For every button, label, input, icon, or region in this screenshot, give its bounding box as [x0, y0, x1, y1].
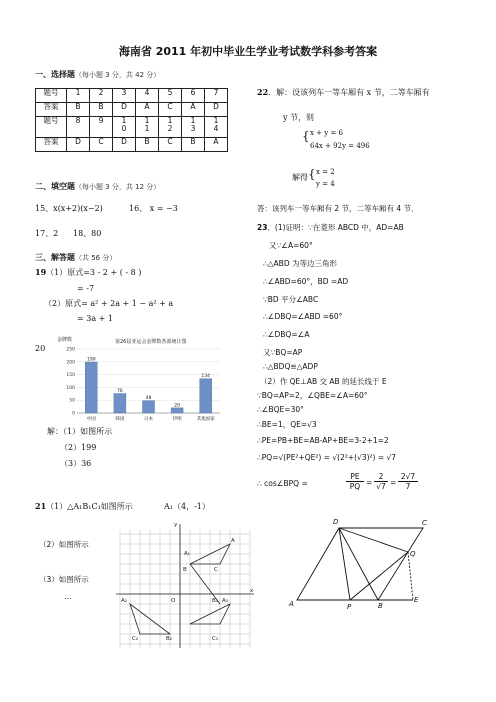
chart-category-label: 伊朗 [172, 417, 182, 422]
chart-category-label: 日本 [144, 417, 153, 422]
table-cell: 4 [136, 89, 159, 103]
chart-category-label: 其他国家 [196, 417, 215, 422]
chart-value-label: 76 [117, 389, 123, 395]
cell-top: 1 [167, 116, 173, 125]
table-cell: 题号 [36, 117, 67, 138]
table-cell: C [159, 103, 182, 117]
table-row [36, 138, 228, 152]
table-cell: 1 [67, 89, 90, 103]
chart-title: 第26届亚运会金牌数各部统计图 [115, 339, 187, 345]
point-B1-label: B₁ [212, 598, 218, 604]
x-axis-label: x [250, 588, 254, 594]
q19-number: 19 [35, 267, 47, 277]
chart-y-tick: 200 [66, 360, 75, 366]
table-cell [136, 117, 159, 138]
frac2-den: √7 [376, 482, 386, 491]
frac3-num: 2√7 [398, 472, 418, 482]
frac1 [346, 472, 364, 491]
cell-top: 1 [144, 116, 150, 125]
table-cell: D [113, 138, 136, 152]
cell-top: 9 [98, 116, 104, 125]
chart-bar [171, 408, 183, 413]
q23-line12: ∴∠BQE=30° [257, 405, 304, 414]
section-solve-note: （共 56 分） [75, 254, 117, 262]
point-C-label: C [422, 519, 427, 527]
table-row [36, 117, 228, 138]
q23-line9: ∴△BDQ≌△ADP [263, 362, 318, 371]
table-cell: B [182, 138, 205, 152]
table-cell: B [67, 103, 90, 117]
section-fill-heading [35, 181, 160, 192]
rhombus-lines [297, 528, 423, 600]
table-cell [113, 117, 136, 138]
q21-line2: （2）如图所示 [39, 540, 89, 549]
table-cell [205, 117, 228, 138]
chart-category-label: 韩国 [115, 417, 125, 422]
frac3-den: 7 [405, 482, 411, 491]
equals-1: = [366, 478, 373, 487]
table-cell: B [90, 103, 113, 117]
table-cell: C [90, 138, 113, 152]
point-A3-label: A₃ [222, 598, 228, 604]
q22-intro: ．解：设该列车一等车厢有 x 节，二等车厢有 [268, 88, 430, 97]
table-cell: 7 [205, 89, 228, 103]
table-cell: 3 [113, 89, 136, 103]
frac1-den: PQ [349, 482, 361, 491]
chart-value-label: 20 [174, 403, 180, 409]
chart-value-label: 199 [87, 357, 96, 363]
cell-bottom: 3 [190, 124, 196, 133]
table-cell: D [205, 103, 228, 117]
q19-line3: （2）原式= a² + 2a + 1 − a² + a [44, 299, 174, 308]
q22-answer: 答：该列车一等车厢有 2 节，二等车厢有 4 节． [257, 204, 419, 213]
q22-solved: 解得 [292, 173, 308, 182]
q23-line2: 又∵∠A=60° [269, 241, 313, 250]
cell-bottom: 0 [121, 124, 127, 133]
q20-number: 20 [35, 344, 46, 353]
origin-label: O [171, 598, 176, 604]
brace-1: { [302, 129, 310, 143]
chart-value-labels [87, 357, 210, 409]
point-C2-label: C₂ [132, 636, 139, 642]
q23-line1 [257, 222, 404, 233]
q19-line1 [35, 267, 141, 278]
table-cell [90, 117, 113, 138]
q19-line2: = -7 [77, 284, 95, 293]
q23-intro: ．(1)证明：∵在菱形 ABCD 中，AD=AB [267, 223, 404, 232]
section-solve-title: 三、解答题 [35, 253, 75, 262]
point-B2-label: B₂ [166, 636, 172, 642]
medal-bar-chart [55, 333, 225, 425]
q23-line13: ∴BE=1，QE=√3 [257, 420, 317, 429]
section-choice-note: （每小题 3 分，共 42 分） [75, 71, 161, 79]
chart-categories [87, 415, 215, 422]
section-fill-note: （每小题 3 分，共 12 分） [75, 183, 161, 191]
frac1-num: PE [346, 472, 364, 482]
q23-line4: ∴∠ABD=60°，BD =AD [263, 277, 349, 286]
frac2-num: 2 [374, 472, 388, 482]
q21-text: （1）△A₁B₁C₁如图所示 [46, 502, 133, 511]
q23-line8: 又∵BQ=AP [263, 348, 303, 357]
coordinate-grid-figure [114, 520, 256, 650]
table-cell: 2 [90, 89, 113, 103]
chart-value-label: 48 [145, 396, 152, 402]
q22-line2: y 节，则 [283, 113, 315, 122]
q21-line3: （3）如图所示 [39, 575, 89, 584]
q20-line1: 解：（1）如图所示 [47, 427, 113, 436]
q20-line3: （3）36 [60, 459, 92, 468]
q23-line3: ∴△ABD 为等边三角形 [263, 259, 337, 268]
chart-bar [200, 379, 212, 413]
table-cell: A [205, 138, 228, 152]
table-row [36, 89, 228, 103]
table-cell: 答案 [36, 103, 67, 117]
cell-bottom: 2 [167, 124, 173, 133]
point-Q-label: Q [410, 550, 416, 558]
point-C-label: C [214, 567, 218, 573]
equals-2: = [390, 478, 397, 487]
chart-value-label: 134 [201, 374, 210, 380]
table-cell: 题号 [36, 89, 67, 103]
cell-bottom: 1 [144, 124, 150, 133]
cell-top: 8 [75, 116, 81, 125]
point-E-label: E [414, 596, 419, 604]
point-C1-label: C₁ [212, 636, 219, 642]
section-solve-heading [35, 252, 116, 263]
chart-y-tick: 250 [66, 347, 75, 353]
cell-top: 1 [213, 116, 219, 125]
point-A-label: A [289, 600, 294, 608]
q23-line5: ∵BD 平分∠ABC [263, 295, 319, 304]
chart-y-tick: 100 [66, 385, 75, 391]
q23-line7: ∴∠DBQ=∠A [263, 330, 310, 339]
q21-line1 [35, 501, 133, 512]
q23-number: 23 [257, 223, 268, 232]
table-cell: 答案 [36, 138, 67, 152]
point-A2-label: A₂ [121, 598, 127, 604]
table-cell: 6 [182, 89, 205, 103]
brace-2: { [308, 167, 316, 181]
rhombus-figure [283, 510, 433, 610]
answer-q15: 15、x(x+2)(x−2) [35, 204, 103, 213]
section-choice-title: 一、选择题 [35, 70, 75, 79]
point-B-label: B [183, 567, 187, 573]
answer-q17: 17、2 [35, 229, 59, 238]
q22-line1 [257, 87, 430, 98]
chart-bar [114, 394, 126, 413]
q23-line10: （2）作 QE⊥AB 交 AB 的延长线于 E [260, 377, 387, 386]
q20-line2: （2）199 [60, 443, 97, 452]
q22-number: 22 [257, 87, 269, 97]
table-cell: D [67, 138, 90, 152]
point-A-label: A [231, 538, 235, 544]
rhombus-labels [288, 518, 427, 610]
q19-line4: = 3a + 1 [77, 314, 113, 323]
answer-q16: 16、 x = −3 [129, 204, 178, 213]
chart-ylabel: 金牌数 [57, 337, 73, 343]
cell-bottom: 4 [213, 124, 219, 133]
point-P-label: P [347, 603, 352, 610]
table-cell [182, 117, 205, 138]
q22-sol2: y = 4 [316, 180, 335, 188]
chart-ticks [66, 347, 75, 417]
q23-line16: ∴ cos∠BPQ = [257, 479, 308, 488]
y-axis-label: y [174, 522, 178, 528]
q22-eq2: 64x + 92y = 496 [310, 142, 370, 150]
chart-y-tick: 150 [66, 373, 75, 379]
table-cell [159, 117, 182, 138]
chart-bar [85, 362, 97, 413]
q23-line15: ∴PQ=√(PE²+QE²) = √(2²+(√3)²) = √7 [257, 453, 397, 462]
q23-line11: ∵BQ=AP=2，∠QBE=∠A=60° [257, 391, 368, 400]
point-D-label: D [333, 518, 339, 526]
section-fill-title: 二、填空题 [35, 182, 75, 191]
table-row [36, 103, 228, 117]
table-cell: C [159, 138, 182, 152]
chart-category-label: 中国 [86, 417, 96, 422]
frac3 [398, 472, 418, 491]
q22-sol1: x = 2 [316, 168, 335, 176]
table-cell: D [113, 103, 136, 117]
q19-text: （1）原式=3 - 2 + ( - 8 ) [46, 268, 142, 277]
page-title: 海南省 2011 年初中毕业生学业考试数学科参考答案 [118, 45, 378, 58]
frac2 [374, 472, 388, 491]
grid-lines [120, 530, 250, 648]
answer-table [35, 88, 228, 152]
q21-number: 21 [35, 501, 47, 511]
q23-line6: ∴∠DBQ=∠ABD =60° [263, 312, 343, 321]
chart-y-tick: 50 [69, 398, 75, 404]
section-choice-heading [35, 69, 160, 80]
chart-bar [142, 401, 154, 413]
point-A1-label: A₁ [184, 551, 190, 557]
q21-coordinate: A₁（4，-1） [164, 502, 210, 511]
table-cell: A [136, 103, 159, 117]
cell-top: 1 [190, 116, 196, 125]
q23-line14: ∴PE=PB+BE=AB-AP+BE=3-2+1=2 [257, 436, 389, 445]
cell-top: 1 [121, 116, 127, 125]
answer-q18: 18、80 [73, 229, 102, 238]
point-B-label: B [378, 602, 383, 610]
q22-eq1: x + y = 6 [310, 129, 343, 137]
chart-y-tick: 0 [72, 411, 75, 417]
table-cell: A [182, 103, 205, 117]
q21-line4: … [64, 592, 72, 601]
table-cell: B [136, 138, 159, 152]
table-cell: 5 [159, 89, 182, 103]
table-cell [67, 117, 90, 138]
